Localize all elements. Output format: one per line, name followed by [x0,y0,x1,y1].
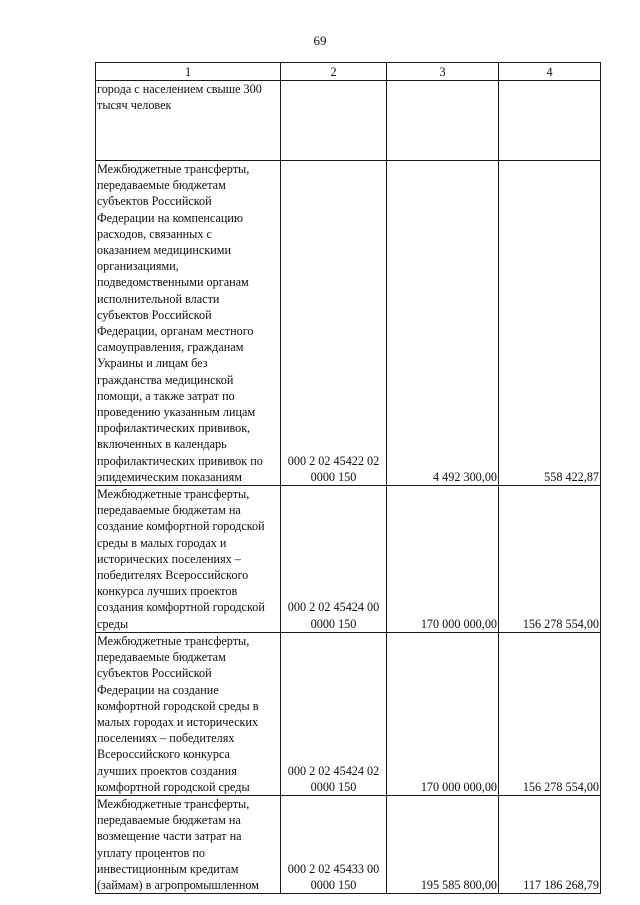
row-name-cell: Межбюджетные трансферты, передаваемые бюджетам субъектов Российской Федерации на компенсацию расходов, связанных с оказанием медицинскими организациями, подведомственными органам исполнительной власти субъектов Российской Федерации, органам местного самоуправления, гражданам Украины и лицам без гражданства медицинской помощи, а также затрат по проведению указанным лицам профилактических прививок, включенных в календарь профилактических прививок по эпидемическим показаниям [96,161,281,486]
row-code-cell: 000 2 02 45433 00 0000 150 [281,795,387,893]
row-name-cell: Межбюджетные трансферты, передаваемые бюджетам на возмещение части затрат на уплату процентов по инвестиционным кредитам (займам) в агропромышленном [96,795,281,893]
row-value-cell-4: 156 278 554,00 [499,486,601,633]
column-header-2: 2 [281,63,387,81]
row-value-cell-3 [387,81,499,161]
row-value-cell-3: 170 000 000,00 [387,632,499,795]
row-name-cell: Межбюджетные трансферты, передаваемые бюджетам субъектов Российской Федерации на создание комфортной городской среды в малых городах и исторических поселениях – победителях Всероссийского конкурса лучших проектов создания комфортной городской среды [96,632,281,795]
row-name-cell: города с населением свыше 300 тысяч человек [96,81,281,161]
row-code-cell [281,81,387,161]
budget-table [95,62,601,894]
row-value-cell-4: 117 186 268,79 [499,795,601,893]
table-row [96,161,601,486]
row-value-cell-4: 156 278 554,00 [499,632,601,795]
table-row [96,81,601,161]
column-header-3: 3 [387,63,499,81]
row-value-cell-3: 170 000 000,00 [387,486,499,633]
table-header-row [96,63,601,81]
row-code-cell: 000 2 02 45422 02 0000 150 [281,161,387,486]
table-row [96,632,601,795]
row-code-cell: 000 2 02 45424 00 0000 150 [281,486,387,633]
row-code-cell: 000 2 02 45424 02 0000 150 [281,632,387,795]
column-header-4: 4 [499,63,601,81]
row-value-cell-4: 558 422,87 [499,161,601,486]
row-value-cell-4 [499,81,601,161]
column-header-1: 1 [96,63,281,81]
page-number: 69 [313,33,327,48]
row-name-cell: Межбюджетные трансферты, передаваемые бюджетам на создание комфортной городской среды в малых городах и исторических поселениях – победителях Всероссийского конкурса лучших проектов создания комфортной городской среды [96,486,281,633]
row-value-cell-3: 4 492 300,00 [387,161,499,486]
row-value-cell-3: 195 585 800,00 [387,795,499,893]
table-row [96,795,601,893]
table-row [96,486,601,633]
